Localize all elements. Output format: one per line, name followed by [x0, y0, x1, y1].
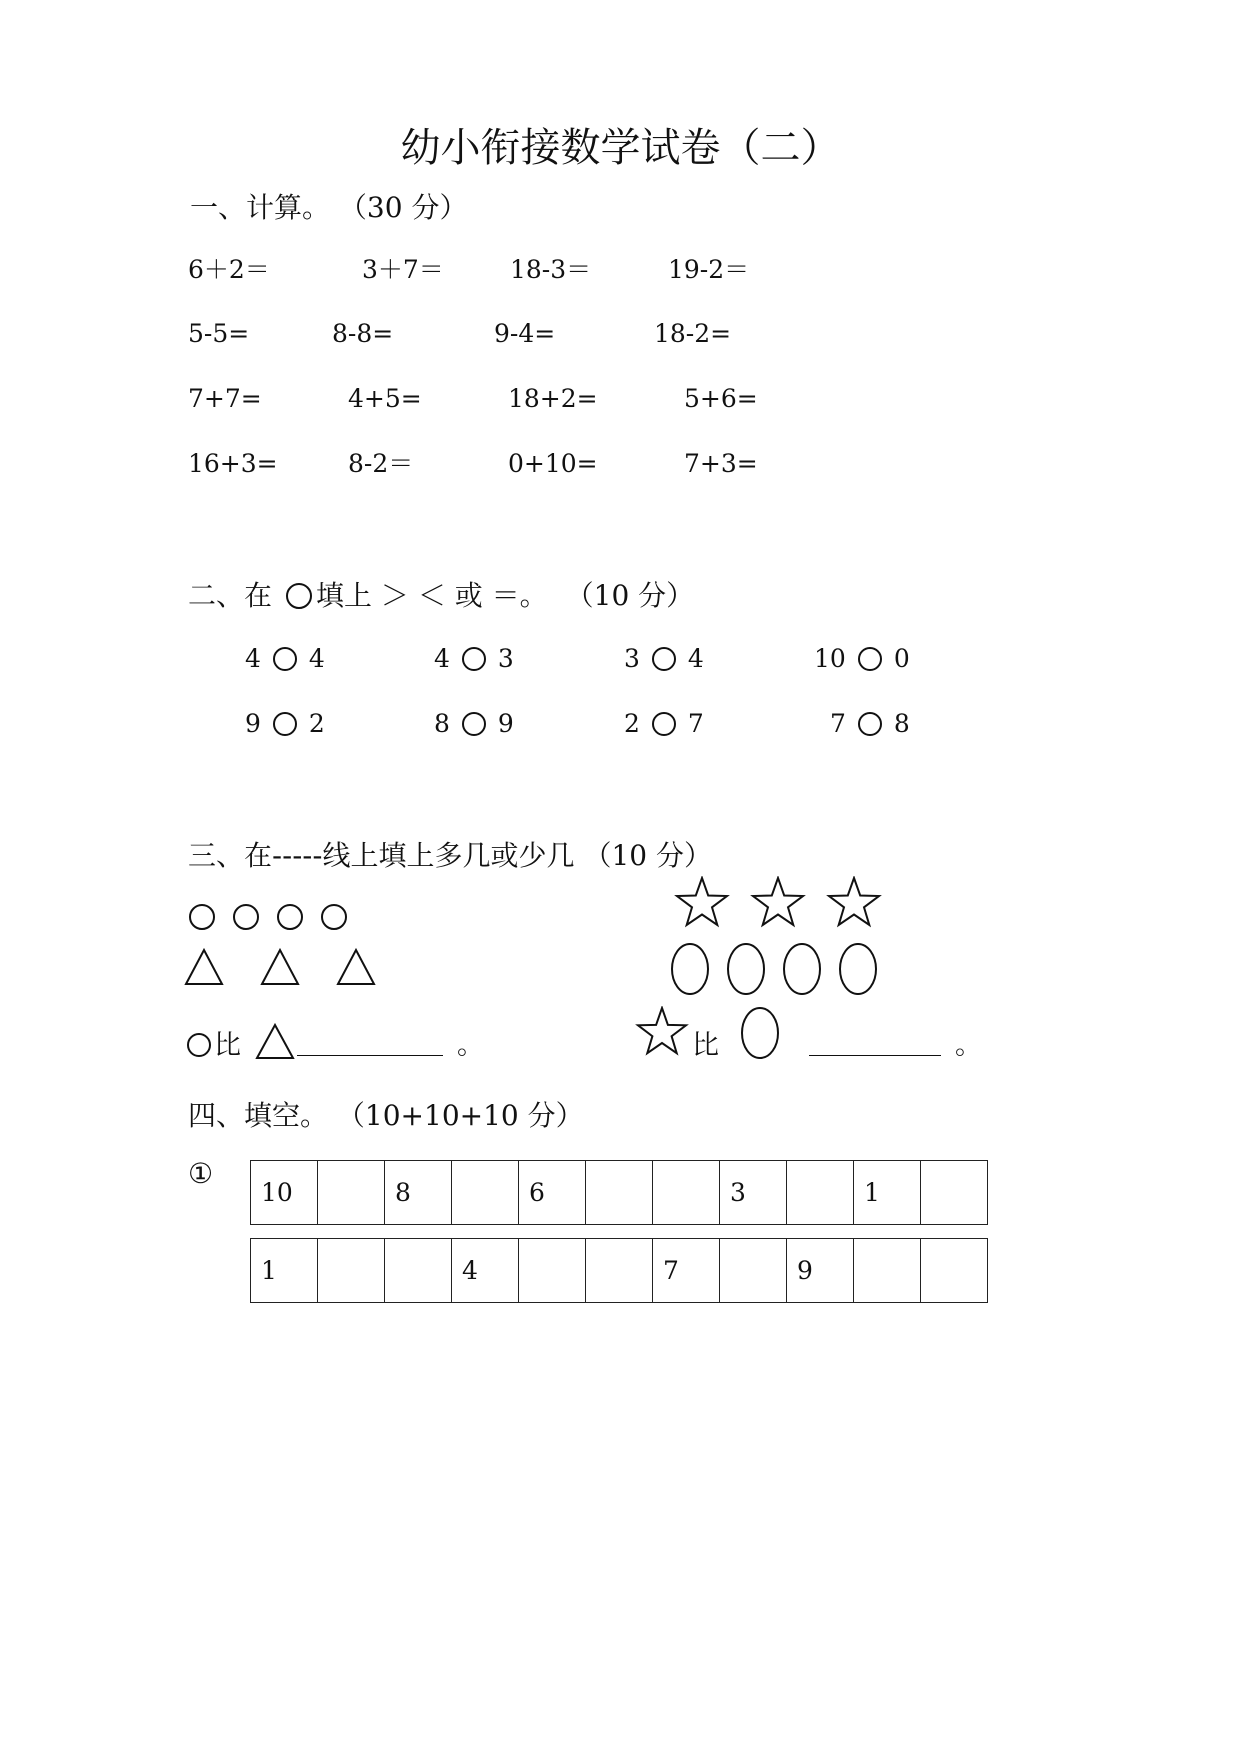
star-icon: [677, 878, 727, 925]
table-row: [251, 1239, 988, 1303]
grid-cell-blank[interactable]: [921, 1161, 988, 1225]
section-4-score: （10+10+10 分）: [336, 1099, 584, 1132]
triangles-row: [184, 946, 384, 988]
grid-cell: 9: [787, 1239, 854, 1303]
grid-cell-blank[interactable]: [854, 1239, 921, 1303]
comparison-item: 7 8: [830, 709, 910, 738]
grid-cell: 4: [452, 1239, 519, 1303]
grid-cell: 10: [251, 1161, 318, 1225]
circles-row: [186, 900, 356, 934]
equation: 8-2＝: [348, 449, 414, 478]
period: 。: [955, 1030, 982, 1061]
comparison-item: 4 3: [434, 644, 514, 673]
comparison-item: 10 0: [814, 644, 910, 673]
number-sequence-grid-1: [250, 1160, 988, 1225]
triangle-icon: [338, 950, 374, 984]
section-1-score: （30 分）: [338, 191, 468, 224]
section-2-title: 二、在: [188, 579, 273, 612]
equation: 9-4=: [494, 319, 556, 348]
equation: 18-3＝: [510, 255, 592, 284]
grid-cell: 3: [720, 1161, 787, 1225]
grid-cell-blank[interactable]: [586, 1239, 653, 1303]
number-sequence-grid-2: [250, 1238, 988, 1303]
equation: 18-2=: [654, 319, 732, 348]
grid-cell-blank[interactable]: [921, 1239, 988, 1303]
grid-cell: 6: [519, 1161, 586, 1225]
blank-circle-icon[interactable]: [273, 712, 297, 736]
comparison-item: 9 2: [245, 709, 325, 738]
grid-cell: 1: [251, 1239, 318, 1303]
star-icon: [829, 878, 879, 925]
comparison-item: 8 9: [434, 709, 514, 738]
compare-word: 比: [692, 1030, 719, 1061]
answer-blank[interactable]: [809, 1054, 941, 1056]
grid-cell: 8: [385, 1161, 452, 1225]
grid-cell-blank[interactable]: [586, 1161, 653, 1225]
section-3-heading: [188, 836, 712, 876]
blank-circle-icon[interactable]: [462, 712, 486, 736]
circle-vs-triangle-sentence: [186, 1016, 484, 1064]
circle-icon: [186, 1032, 212, 1058]
equation: 8-8=: [332, 319, 394, 348]
oval-icon: [840, 944, 876, 994]
triangle-icon: [255, 1022, 295, 1060]
comparison-item: 4 4: [245, 644, 325, 673]
blank-circle-icon[interactable]: [652, 712, 676, 736]
equation: 6＋2＝: [188, 255, 270, 284]
comparison-item: 2 7: [624, 709, 704, 738]
section-2-score: （10 分）: [565, 579, 695, 612]
equation: 0+10=: [508, 449, 598, 478]
section-2-instruction: 填上 ＞ ＜ 或 ＝。: [316, 579, 548, 612]
oval-icon: [672, 944, 708, 994]
ovals-row: [668, 940, 888, 998]
section-1-heading: [190, 188, 467, 228]
circle-icon: [278, 905, 302, 929]
answer-blank[interactable]: [297, 1054, 443, 1056]
equation: 19-2＝: [668, 255, 750, 284]
circle-icon: [286, 583, 312, 609]
equation: 5-5=: [188, 319, 250, 348]
item-marker: ①: [188, 1157, 214, 1190]
equation: 18+2=: [508, 384, 598, 413]
section-4-heading: [188, 1096, 584, 1136]
oval-icon: [784, 944, 820, 994]
grid-cell-blank[interactable]: [787, 1161, 854, 1225]
circle-icon: [234, 905, 258, 929]
oval-icon: [728, 944, 764, 994]
star-icon: [632, 1006, 692, 1058]
section-1-title: 一、计算。: [190, 191, 331, 224]
grid-cell-blank[interactable]: [318, 1239, 385, 1303]
equation: 7+7=: [188, 384, 262, 413]
blank-circle-icon[interactable]: [858, 647, 882, 671]
table-row: [251, 1161, 988, 1225]
period: 。: [457, 1030, 484, 1061]
section-2-heading: [188, 576, 694, 616]
stars-row: [670, 876, 890, 932]
equation: 3＋7＝: [362, 255, 444, 284]
circle-icon: [190, 905, 214, 929]
comparison-item: 3 4: [624, 644, 704, 673]
section-3-score: （10 分）: [583, 839, 712, 872]
page-title: 幼小衔接数学试卷（二）: [400, 125, 841, 171]
grid-cell-blank[interactable]: [653, 1161, 720, 1225]
blank-circle-icon[interactable]: [462, 647, 486, 671]
compare-word: 比: [214, 1030, 241, 1061]
equation: 5+6=: [684, 384, 758, 413]
grid-cell-blank[interactable]: [720, 1239, 787, 1303]
section-3-title: 三、在-----线上填上多几或少几: [188, 839, 575, 872]
star-vs-oval-sentence: [632, 1002, 982, 1064]
oval-icon: [739, 1006, 781, 1060]
grid-cell-blank[interactable]: [452, 1161, 519, 1225]
blank-circle-icon[interactable]: [858, 712, 882, 736]
equation: 16+3=: [188, 449, 278, 478]
grid-cell: 7: [653, 1239, 720, 1303]
blank-circle-icon[interactable]: [652, 647, 676, 671]
section-4-title: 四、填空。: [188, 1099, 329, 1132]
grid-cell: 1: [854, 1161, 921, 1225]
star-icon: [753, 878, 803, 925]
circle-icon: [322, 905, 346, 929]
triangle-icon: [186, 950, 222, 984]
grid-cell-blank[interactable]: [318, 1161, 385, 1225]
blank-circle-icon[interactable]: [273, 647, 297, 671]
equation: 7+3=: [684, 449, 758, 478]
triangle-icon: [262, 950, 298, 984]
grid-cell-blank[interactable]: [519, 1239, 586, 1303]
equation: 4+5=: [348, 384, 422, 413]
grid-cell-blank[interactable]: [385, 1239, 452, 1303]
